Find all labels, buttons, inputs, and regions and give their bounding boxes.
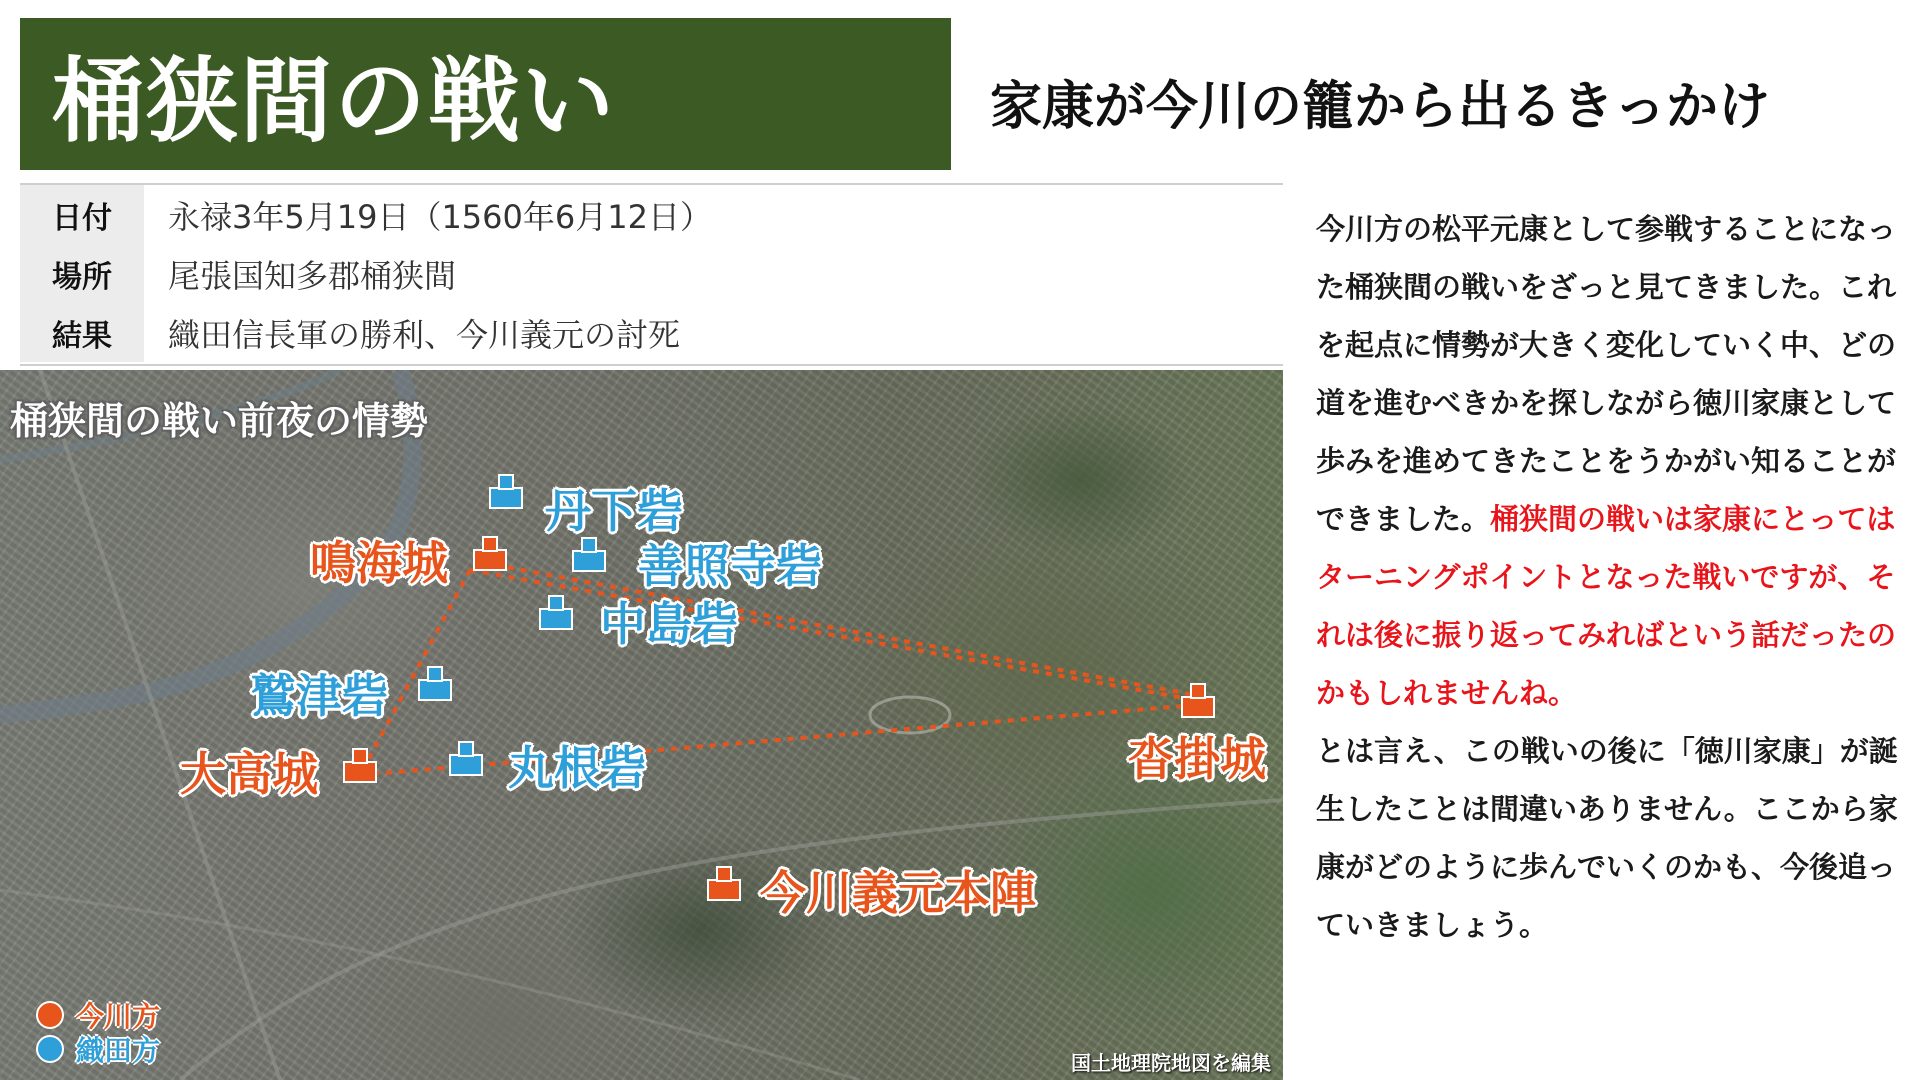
- connection-lines: [360, 565, 1195, 775]
- castle-marker-narumi: [474, 537, 506, 570]
- battle-map: [0, 370, 1283, 1080]
- body-highlight: 桶狭間の戦いは家康にとってはターニングポイントとなった戦いですが、それは後に振り返ってみればという話だったのかもしれませんね。: [1316, 502, 1897, 710]
- info-label: 場所: [20, 244, 144, 303]
- fort-marker-zenshoji: [573, 538, 605, 571]
- info-row-place: [20, 244, 1283, 303]
- info-value: 永禄3年5月19日（1560年6月12日）: [168, 197, 712, 236]
- info-label: 結果: [20, 303, 144, 362]
- info-label: 日付: [20, 185, 144, 244]
- fort-marker-marune: [450, 742, 482, 775]
- legend-item-imagawa: [36, 998, 160, 1032]
- map-label-odaka: 大高城: [180, 747, 318, 801]
- info-value: 尾張国知多郡桶狭間: [168, 256, 457, 295]
- body-text: [1316, 200, 1906, 954]
- orange-dot-icon: [36, 1001, 64, 1029]
- road-line: [180, 800, 1283, 1080]
- road-line: [40, 370, 280, 1080]
- page-subtitle: 家康が今川の籠から出るきっかけ: [990, 76, 1771, 137]
- body-paragraph-2: とは言え、この戦いの後に「徳川家康」が誕生したことは間違いありません。ここから家康がどのように歩んでいくのかも、今後追っていきましょう。: [1316, 734, 1898, 942]
- map-label-honjin: 今川義元本陣: [760, 866, 1036, 920]
- fort-marker-nakajima: [540, 596, 572, 629]
- map-label-narumi: 鳴海城: [310, 536, 448, 590]
- title-banner: [20, 18, 951, 170]
- map-label-marune: 丸根砦: [508, 741, 646, 795]
- page-title: 桶狭間の戦い: [52, 47, 617, 155]
- map-label-washizu: 鷲津砦: [250, 669, 388, 723]
- map-legend: [36, 998, 160, 1066]
- racecourse-shape: [870, 697, 950, 733]
- legend-label: 今川方: [76, 1000, 161, 1033]
- info-table: [20, 183, 1283, 366]
- blue-dot-icon: [36, 1035, 64, 1063]
- legend-item-oda: [36, 1032, 160, 1066]
- body-paragraph-1: 今川方の松平元康として参戦することになった桶狭間の戦いをざっと見てきました。これを起点に情勢が大きく変化していく中、どの道を進むべきかを探しながら徳川家康として歩みを進めてきたことをうかがい知ることができました。: [1316, 212, 1897, 536]
- map-label-kutsukake: 沓掛城: [1128, 732, 1266, 786]
- fort-marker-washizu: [419, 667, 451, 700]
- info-row-result: [20, 303, 1283, 362]
- castle-marker-kutsukake: [1182, 684, 1214, 717]
- map-title: 桶狭間の戦い前夜の情勢: [10, 399, 429, 443]
- map-credit: 国土地理院地図を編集: [1071, 1051, 1271, 1075]
- camp-marker-honjin: [708, 867, 740, 900]
- map-label-tange: 丹下砦: [545, 484, 683, 538]
- fort-marker-tange: [490, 475, 522, 508]
- map-label-nakajima: 中島砦: [600, 597, 738, 651]
- info-row-date: [20, 185, 1283, 244]
- info-value: 織田信長軍の勝利、今川義元の討死: [168, 315, 681, 354]
- map-label-zenshoji: 善照寺砦: [638, 539, 822, 593]
- legend-label: 織田方: [76, 1034, 161, 1067]
